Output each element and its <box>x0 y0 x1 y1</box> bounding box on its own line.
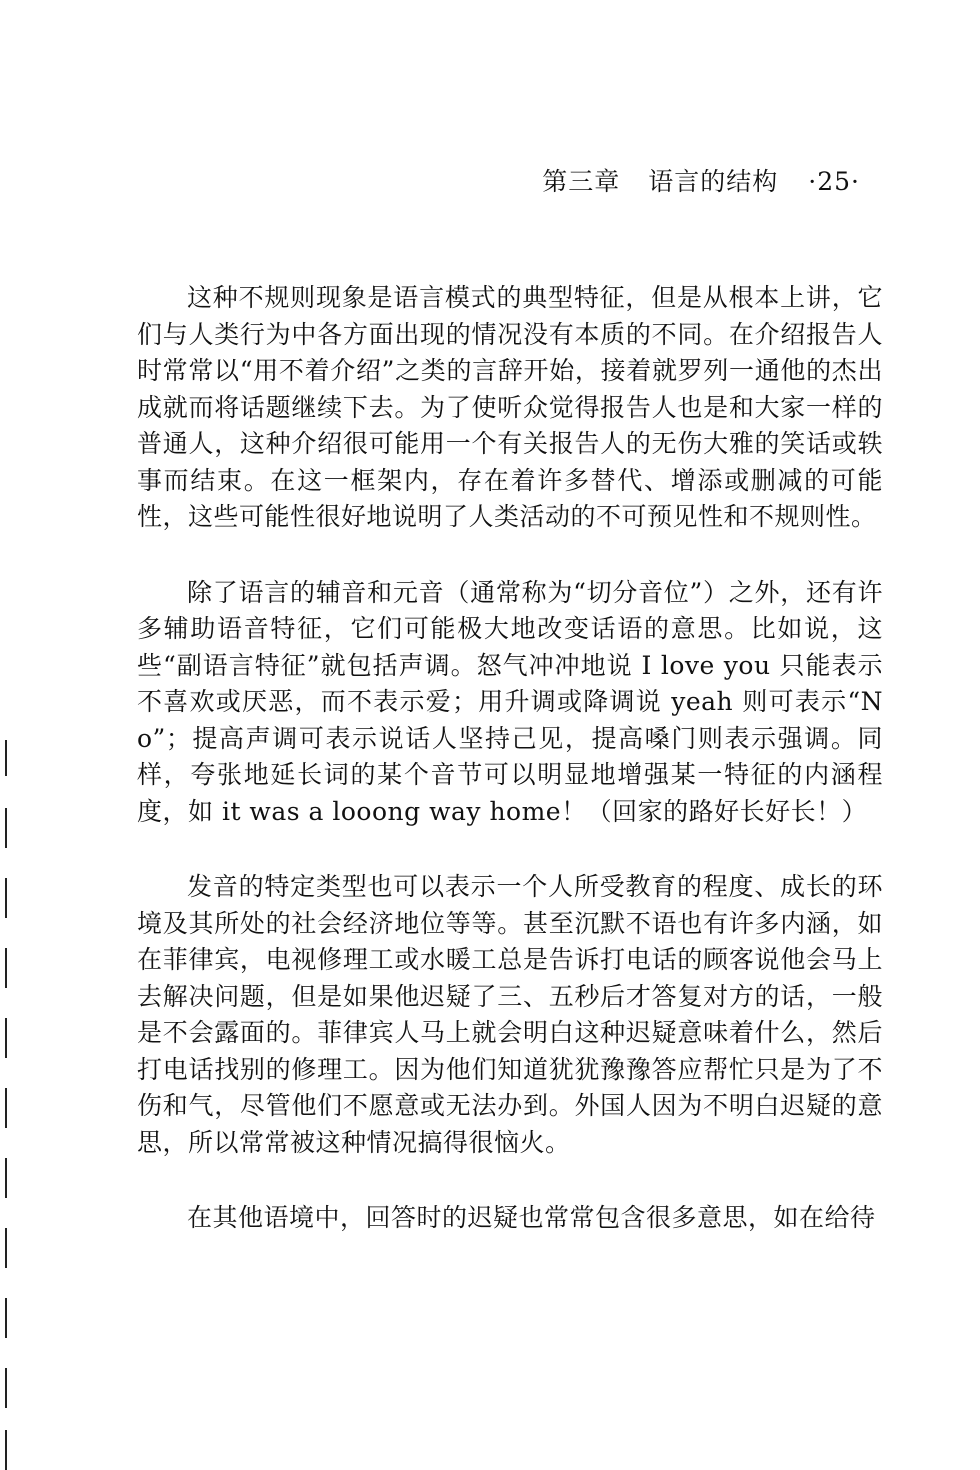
scan-edge-mark <box>5 740 7 776</box>
scan-edge-mark <box>5 1018 7 1058</box>
chapter-label: 第三章 <box>542 167 621 196</box>
page-number: ·25· <box>808 167 860 196</box>
paragraph: 这种不规则现象是语言模式的典型特征，但是从根本上讲，它们与人类行为中各方面出现的情况没有本质的不同。在介绍报告人时常常以“用不着介绍”之类的言辞开始，接着就罗列一通他的杰出成就而将话题继续下去。为了使听众觉得报告人也是和大家一样的普通人，这种介绍很可能用一个有关报告人的无伤大雅的笑话或轶事而结束。在这一框架内，存在着许多替代、增添或删减的可能性，这些可能性很好地说明了人类活动的不可预见性和不规则性。 <box>137 283 883 531</box>
scan-edge-mark <box>5 1298 7 1338</box>
scan-edge-mark <box>5 1158 7 1198</box>
paragraph: 发音的特定类型也可以表示一个人所受教育的程度、成长的环境及其所处的社会经济地位等等。甚至沉默不语也有许多内涵，如在菲律宾，电视修理工或水暖工总是告诉打电话的顾客说他会马上去解决问题，但是如果他迟疑了三、五秒后才答复对方的话，一般是不会露面的。菲律宾人马上就会明白这种迟疑意味着什么，然后打电话找别的修理工。因为他们知道犹犹豫豫答应帮忙只是为了不伤和气，尽管他们不愿意或无法办到。外国人因为不明白迟疑的意思，所以常常被这种情况搞得很恼火。 <box>137 872 883 1157</box>
scan-edge-mark <box>5 1228 7 1268</box>
body-text <box>137 280 883 1276</box>
scan-edge-mark <box>5 1088 7 1128</box>
paragraph: 除了语言的辅音和元音（通常称为“切分音位”）之外，还有许多辅助语音特征，它们可能极大地改变话语的意思。比如说，这些“副语言特征”就包括声调。怒气冲冲地说 I love you 只能表示不喜欢或厌恶，而不表示爱；用升调或降调说 yeah 则可表示“No”；提高声调可表示说话人坚持己见，提高嗓门则表示强调。同样，夸张地延长词的某个音节可以明显地增强某一特征的内涵程度，如 it was a looong way home！（回家的路好长好长！） <box>137 577 883 826</box>
scan-edge-mark <box>5 1430 7 1470</box>
scan-edge-mark <box>5 1368 7 1408</box>
scan-edge-mark <box>5 948 7 988</box>
paragraph: 在其他语境中，回答时的迟疑也常常包含很多意思，如在给待 <box>187 1203 876 1232</box>
chapter-title: 语言的结构 <box>648 167 779 196</box>
scan-edge-mark <box>5 878 7 918</box>
scan-edge-mark <box>5 808 7 848</box>
running-header <box>542 162 860 198</box>
